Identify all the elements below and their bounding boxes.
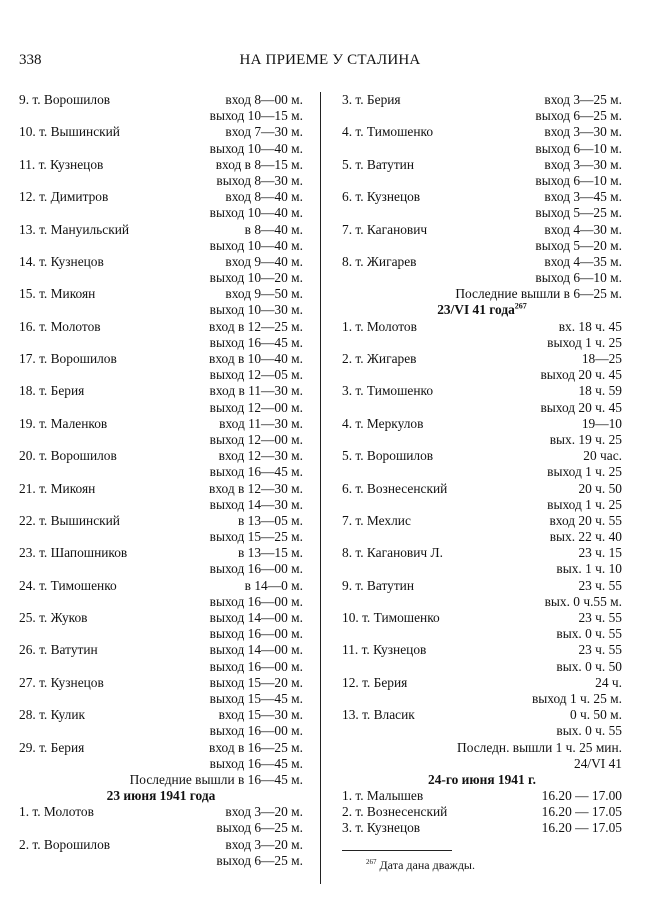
visitor-name: 12. т. Берия [342, 674, 408, 690]
visit-time: вход 4—35 м. [544, 253, 622, 269]
visitor-entry [342, 626, 622, 642]
visitor-entry [342, 157, 622, 173]
visitor-entry [19, 351, 303, 367]
visit-time: 23 ч. 15 [578, 545, 622, 561]
visit-time: вых. 0 ч.55 м. [544, 593, 622, 609]
visitor-name: 22. т. Вышинский [19, 512, 120, 528]
visitor-name: 6. т. Кузнецов [342, 189, 421, 205]
visitor-entry [19, 853, 303, 869]
visitor-entry [342, 513, 622, 529]
visitor-entry [19, 837, 303, 853]
section-heading-text: 23/VI 41 года [437, 302, 515, 318]
visitor-entry [19, 594, 303, 610]
visitor-entry [19, 302, 303, 318]
visit-time: выход 12—00 м. [209, 431, 303, 447]
visitor-entry [19, 448, 303, 464]
visit-time: выход 10—40 м. [209, 140, 303, 156]
visitor-name: 3. т. Тимошенко [342, 383, 434, 399]
visitor-entry [342, 448, 622, 464]
summary-text: Последн. вышли 1 ч. 25 мин. [457, 739, 622, 755]
visit-time: выход 1 ч. 25 [547, 496, 622, 512]
visitor-name: 13. т. Мануильский [19, 221, 130, 237]
summary-text: 24/VI 41 [574, 755, 622, 771]
visitor-entry [342, 222, 622, 238]
section-heading [19, 788, 303, 804]
visitor-entry [19, 497, 303, 513]
visitor-name: 12. т. Димитров [19, 189, 109, 205]
visitor-entry [342, 723, 622, 739]
footnote-mark: 267 [366, 858, 377, 866]
visitor-entry [342, 238, 622, 254]
visit-time: 16.20 — 17.05 [541, 804, 622, 820]
visitor-entry [19, 270, 303, 286]
visit-time: выход 16—45 м. [209, 755, 303, 771]
visit-time: в 13—15 м. [237, 545, 303, 561]
visitor-entry [19, 92, 303, 108]
visit-time: вых. 19 ч. 25 [549, 431, 622, 447]
visitor-name: 5. т. Ватутин [342, 156, 415, 172]
visitor-entry [342, 254, 622, 270]
visit-time: вход 11—30 м. [219, 415, 303, 431]
visit-time: выход 6—25 м. [535, 108, 622, 124]
visit-time: выход 1 ч. 25 м. [531, 690, 622, 706]
visit-time: 20 ч. 50 [578, 480, 622, 496]
visit-time: вход в 12—30 м. [209, 480, 303, 496]
visitor-entry [342, 497, 622, 513]
footnote-reference: 267 [514, 301, 527, 311]
visitor-name: 14. т. Кузнецов [19, 253, 104, 269]
visit-time: вход 3—30 м. [544, 124, 622, 140]
visitor-name: 7. т. Мехлис [342, 512, 411, 528]
visitor-name: 8. т. Каганович Л. [342, 545, 443, 561]
visit-time: вход 20 ч. 55 [549, 512, 622, 528]
visitor-name: 25. т. Жуков [19, 610, 88, 625]
visitor-name: 1. т. Молотов [19, 804, 94, 820]
visitor-name: 21. т. Микоян [19, 480, 96, 496]
visitor-name: 9. т. Ворошилов [19, 92, 111, 107]
visit-time: выход 10—15 м. [209, 108, 303, 124]
visitor-entry [19, 691, 303, 707]
footnote [366, 858, 475, 873]
visitor-entry [342, 561, 622, 577]
visitor-name: 1. т. Малышев [342, 788, 424, 804]
visit-time: выход 15—25 м. [209, 529, 303, 545]
visit-time: вход 7—30 м. [225, 124, 303, 140]
visitor-name: 6. т. Вознесенский [342, 480, 448, 496]
visitor-name: 2. т. Ворошилов [19, 836, 111, 852]
visit-time: выход 20 ч. 45 [540, 399, 622, 415]
visitor-entry [19, 335, 303, 351]
visitor-name: 3. т. Кузнецов [342, 820, 421, 836]
visitor-entry [19, 820, 303, 836]
visit-time: выход 16—00 м. [209, 723, 303, 739]
visitor-name: 23. т. Шапошников [19, 545, 128, 561]
visitor-entry [342, 820, 622, 836]
visit-time: вход 3—30 м. [544, 156, 622, 172]
visitor-entry [19, 464, 303, 480]
visit-time: вход в 12—25 м. [209, 318, 303, 334]
visit-time: вых. 0 ч. 55 [556, 723, 622, 739]
visit-time: выход 6—25 м. [216, 852, 303, 868]
visit-time: выход 8—30 м. [216, 172, 303, 188]
visit-time: выход 16—00 м. [209, 561, 303, 577]
visitor-entry [342, 400, 622, 416]
visitor-name: 10. т. Вышинский [19, 124, 120, 140]
visitor-entry [342, 416, 622, 432]
visitor-entry [19, 675, 303, 691]
visit-time: вход в 11—30 м. [209, 383, 303, 399]
visit-time: 16.20 — 17.00 [541, 788, 622, 804]
visitor-entry [19, 367, 303, 383]
visitor-entry [342, 691, 622, 707]
visit-time: выход 16—00 м. [209, 626, 303, 642]
visitor-entry [342, 367, 622, 383]
visit-time: в 8—40 м. [244, 221, 303, 237]
visitor-name: 29. т. Берия [19, 739, 85, 755]
visitor-entry [342, 804, 622, 820]
summary-line [342, 286, 622, 302]
visit-time: выход 15—45 м. [209, 690, 303, 706]
visitor-entry [19, 756, 303, 772]
visitor-entry [19, 286, 303, 302]
page-header [0, 52, 660, 74]
summary-line [342, 756, 622, 772]
visit-time: 0 ч. 50 м. [569, 707, 622, 723]
visit-time: выход 10—40 м. [209, 237, 303, 253]
visit-time: 18—25 [581, 351, 622, 366]
visit-time: вход 8—00 м. [225, 92, 303, 107]
visit-time: 20 час. [583, 448, 622, 464]
visitor-entry [19, 626, 303, 642]
visit-time: вход в 16—25 м. [209, 739, 303, 755]
visitor-entry [19, 561, 303, 577]
left-column [19, 92, 303, 869]
visitor-entry [19, 189, 303, 205]
visitor-entry [342, 205, 622, 221]
visitor-entry [19, 545, 303, 561]
visit-time: выход 20 ч. 45 [540, 367, 622, 383]
visit-time: вых. 22 ч. 40 [549, 529, 622, 545]
visit-time: выход 5—20 м. [535, 237, 622, 253]
column-divider [320, 92, 321, 884]
visitor-name: 4. т. Меркулов [342, 415, 424, 431]
visitor-entry [19, 610, 303, 626]
visitor-name: 24. т. Тимошенко [19, 577, 117, 593]
visit-time: вход в 8—15 м. [215, 156, 303, 172]
visitor-entry [19, 642, 303, 658]
visit-time: вход 4—30 м. [544, 221, 622, 237]
visitor-entry [342, 351, 622, 367]
visit-time: выход 14—00 м. [209, 642, 303, 658]
visitor-name: 9. т. Ватутин [342, 577, 415, 593]
visit-time: выход 6—10 м. [535, 270, 622, 286]
visitor-entry [19, 222, 303, 238]
visit-time: выход 16—45 м. [209, 334, 303, 350]
visitor-entry [19, 513, 303, 529]
section-heading-text: 24-го июня 1941 г. [428, 771, 536, 787]
visitor-name: 1. т. Молотов [342, 318, 417, 334]
visitor-entry [342, 594, 622, 610]
visitor-entry [342, 659, 622, 675]
running-title: НА ПРИЕМЕ У СТАЛИНА [239, 52, 421, 68]
visitor-entry [19, 481, 303, 497]
visitor-entry [19, 578, 303, 594]
visitor-entry [342, 189, 622, 205]
visitor-entry [342, 92, 622, 108]
section-heading [342, 302, 622, 318]
visit-time: выход 6—10 м. [535, 140, 622, 156]
visitor-name: 15. т. Микоян [19, 286, 96, 302]
visit-time: 24 ч. [595, 674, 622, 690]
summary-line [342, 740, 622, 756]
visitor-name: 13. т. Власик [342, 707, 415, 723]
visitor-name: 26. т. Ватутин [19, 642, 98, 658]
visit-time: 23 ч. 55 [578, 610, 622, 625]
visit-time: вход 3—45 м. [544, 189, 622, 205]
visitor-entry [342, 464, 622, 480]
visit-time: вход 3—20 м. [225, 804, 303, 820]
visitor-entry [19, 804, 303, 820]
visitor-name: 10. т. Тимошенко [342, 610, 440, 625]
visitor-entry [19, 383, 303, 399]
visit-time: вых. 1 ч. 10 [556, 561, 622, 577]
visitor-name: 16. т. Молотов [19, 318, 101, 334]
visitor-name: 27. т. Кузнецов [19, 674, 104, 690]
visitor-name: 19. т. Маленков [19, 415, 108, 431]
visitor-entry [342, 141, 622, 157]
summary-line [19, 772, 303, 788]
visitor-entry [19, 529, 303, 545]
visitor-entry [342, 675, 622, 691]
visitor-name: 7. т. Каганович [342, 221, 428, 237]
visit-time: вых. 0 ч. 50 [556, 658, 622, 674]
visitor-entry [19, 205, 303, 221]
visit-time: 18 ч. 59 [578, 383, 622, 399]
visit-time: вход 9—50 м. [225, 286, 303, 302]
summary-text: Последние вышли в 6—25 м. [455, 286, 622, 302]
visitor-entry [342, 432, 622, 448]
visit-time: вход 8—40 м. [225, 189, 303, 205]
footnote-text: Дата дана дважды. [379, 858, 475, 872]
visitor-name: 8. т. Жигарев [342, 253, 417, 269]
visitor-entry [342, 124, 622, 140]
visit-time: выход 10—40 м. [209, 205, 303, 221]
visit-time: выход 6—10 м. [535, 172, 622, 188]
visit-time: выход 15—20 м. [209, 674, 303, 690]
visitor-entry [342, 383, 622, 399]
visitor-entry [19, 238, 303, 254]
visitor-entry [19, 108, 303, 124]
visitor-entry [19, 723, 303, 739]
visitor-entry [19, 319, 303, 335]
visitor-entry [19, 416, 303, 432]
visitor-name: 28. т. Кулик [19, 707, 86, 723]
visitor-name: 2. т. Вознесенский [342, 804, 448, 820]
visitor-entry [342, 578, 622, 594]
visit-time: выход 5—25 м. [535, 205, 622, 221]
section-heading [342, 772, 622, 788]
visitor-entry [19, 659, 303, 675]
visit-time: выход 12—05 м. [209, 367, 303, 383]
visitor-entry [342, 529, 622, 545]
visitor-name: 2. т. Жигарев [342, 351, 417, 366]
visitor-entry [19, 141, 303, 157]
visitor-name: 20. т. Ворошилов [19, 448, 117, 464]
visit-time: 19—10 [581, 415, 622, 431]
visitor-name: 11. т. Кузнецов [342, 642, 427, 658]
visit-time: вход 3—20 м. [225, 836, 303, 852]
visitor-entry [342, 335, 622, 351]
visit-time: вх. 18 ч. 45 [558, 318, 622, 334]
visit-time: в 14—0 м. [244, 577, 303, 593]
visit-time: выход 12—00 м. [209, 399, 303, 415]
visitor-name: 5. т. Ворошилов [342, 448, 434, 464]
visitor-entry [19, 740, 303, 756]
visitor-entry [342, 108, 622, 124]
visit-time: в 13—05 м. [237, 512, 303, 528]
visit-time: выход 10—20 м. [209, 270, 303, 286]
visit-time: выход 16—00 м. [209, 658, 303, 674]
visit-time: вход в 10—40 м. [209, 351, 303, 366]
page-number: 338 [19, 52, 42, 68]
visitor-entry [19, 157, 303, 173]
visit-time: 23 ч. 55 [578, 577, 622, 593]
visit-time: вход 12—30 м. [218, 448, 303, 464]
visitor-entry [342, 642, 622, 658]
visitor-entry [19, 124, 303, 140]
visitor-name: 18. т. Берия [19, 383, 85, 399]
visitor-entry [342, 173, 622, 189]
visitor-entry [342, 319, 622, 335]
visitor-entry [19, 707, 303, 723]
visit-time: вых. 0 ч. 55 [556, 626, 622, 642]
visitor-entry [19, 432, 303, 448]
visitor-entry [342, 545, 622, 561]
visit-time: выход 6—25 м. [216, 820, 303, 836]
visit-time: вход 3—25 м. [544, 92, 622, 107]
visitor-name: 11. т. Кузнецов [19, 156, 104, 172]
visit-time: вход 15—30 м. [218, 707, 303, 723]
visit-time: выход 16—00 м. [209, 593, 303, 609]
visitor-name: 17. т. Ворошилов [19, 351, 117, 366]
visit-time: выход 1 ч. 25 [547, 464, 622, 480]
visitor-entry [19, 400, 303, 416]
visit-time: 16.20 — 17.05 [541, 820, 622, 836]
visitor-name: 3. т. Берия [342, 92, 401, 107]
visit-time: вход 9—40 м. [225, 253, 303, 269]
summary-text: Последние вышли в 16—45 м. [129, 771, 303, 787]
visitor-entry [342, 481, 622, 497]
visit-time: выход 10—30 м. [209, 302, 303, 318]
visit-time: 23 ч. 55 [578, 642, 622, 658]
section-heading-text: 23 июня 1941 года [106, 788, 216, 804]
visitor-name: 4. т. Тимошенко [342, 124, 434, 140]
visit-time: выход 14—30 м. [209, 496, 303, 512]
visit-time: выход 1 ч. 25 [547, 334, 622, 350]
visitor-entry [19, 254, 303, 270]
visitor-entry [19, 173, 303, 189]
visitor-entry [342, 788, 622, 804]
visitor-entry [342, 270, 622, 286]
footnote-rule [342, 850, 452, 851]
visit-time: выход 16—45 м. [209, 464, 303, 480]
right-column [342, 92, 622, 837]
visitor-entry [342, 610, 622, 626]
visitor-entry [342, 707, 622, 723]
visit-time: выход 14—00 м. [209, 610, 303, 625]
